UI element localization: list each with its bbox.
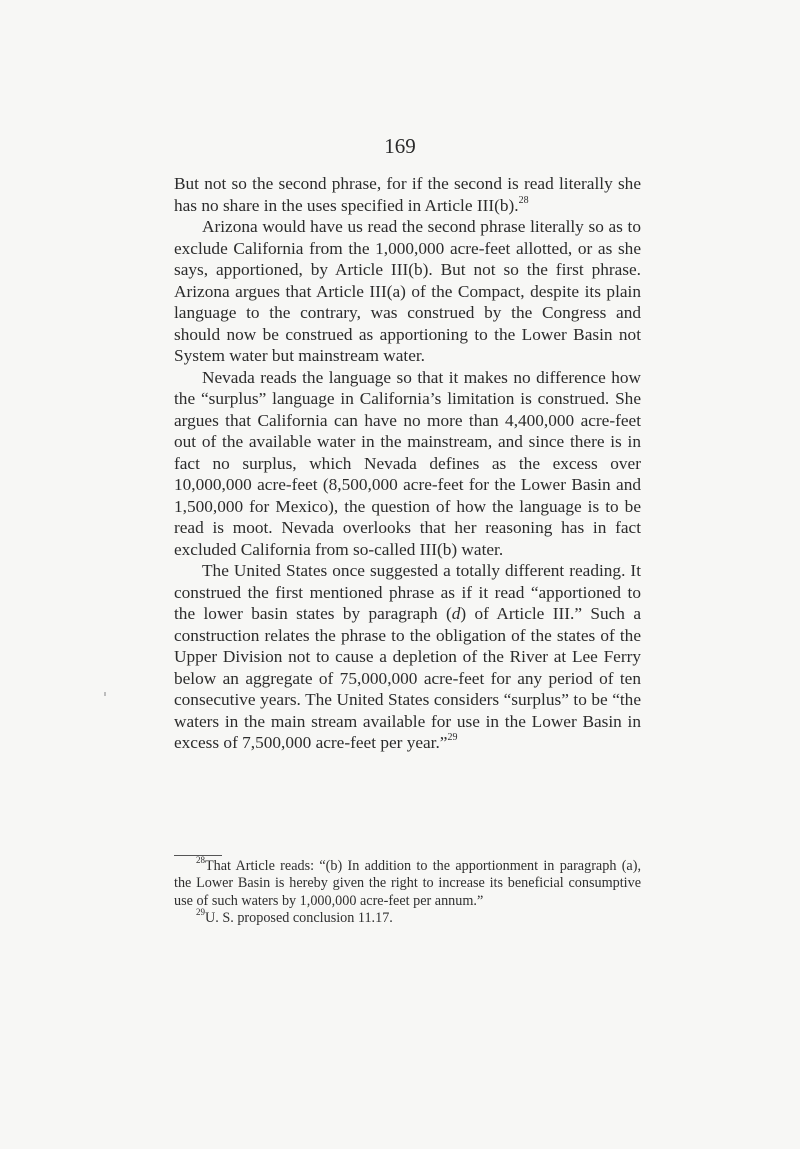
footnote-28-marker: 28 bbox=[196, 855, 205, 866]
footnote-ref-29: 29 bbox=[447, 732, 458, 744]
paragraph-4-text-before: The United States once suggested a totally different reading. It construed the first mentioned phrase as if it read “apportioned to the lower basin states by paragraph ( bbox=[174, 561, 641, 623]
page-number: 169 bbox=[384, 134, 416, 158]
paragraph-1 bbox=[174, 173, 641, 216]
footnote-28 bbox=[174, 855, 641, 910]
footnote-28-text: That Article reads: “(b) In addition to the apportionment in paragraph (a), the Lower Basin is hereby given the right to increase its beneficial consumptive use of such waters by 1,000,000 acre-feet per annum.” bbox=[174, 858, 641, 909]
paragraph-4-text-after: ) of Article III.” Such a construction relates the phrase to the obligation of the states of the Upper Division not to cause a depletion of the River at Lee Ferry below an aggregate of 75,000,000 acre-feet for any period of ten consecutive years. The United States considers “surplus” to be “the waters in the main stream available for use in the Lower Basin in excess of 7,500,000 acre-feet per year.” bbox=[174, 604, 641, 752]
paragraph-2: Arizona would have us read the second phrase literally so as to exclude California from the 1,000,000 acre-feet allotted, or as she says, apportioned, by Article III(b). But not so the first phrase. Arizona argues that Article III(a) of the Compact, despite its plain language to the contrary, was construed by the Congress and should now be construed as apportioning to the Lower Basin not System water but mainstream water. bbox=[174, 217, 641, 365]
footnote-29-text: U. S. proposed conclusion 11.17. bbox=[205, 910, 393, 927]
footnotes bbox=[174, 855, 641, 928]
paragraph-1-text: But not so the second phrase, for if the second is read literally she has no share in the uses specified in Article III(b). bbox=[174, 174, 641, 215]
footnote-29-marker: 29 bbox=[196, 907, 205, 918]
main-text bbox=[174, 173, 641, 754]
paragraph-4 bbox=[174, 560, 641, 754]
footnote-29 bbox=[174, 907, 641, 927]
paragraph-3: Nevada reads the language so that it makes no difference how the “surplus” language in California’s limitation is construed. She argues that California can have no more than 4,400,000 acre-feet out of the available water in the mainstream, and since there is in fact no surplus, which Nevada defines as the excess over 10,000,000 acre-feet (8,500,000 acre-feet for the Lower Basin and 1,500,000 for Mexico), the question of how the language is to be read is moot. Nevada overlooks that her reasoning has in fact excluded California from so-called III(b) water. bbox=[174, 367, 641, 559]
stray-mark bbox=[104, 692, 106, 696]
paragraph-4-italic: d bbox=[451, 604, 461, 623]
footnote-ref-28: 28 bbox=[518, 194, 529, 206]
